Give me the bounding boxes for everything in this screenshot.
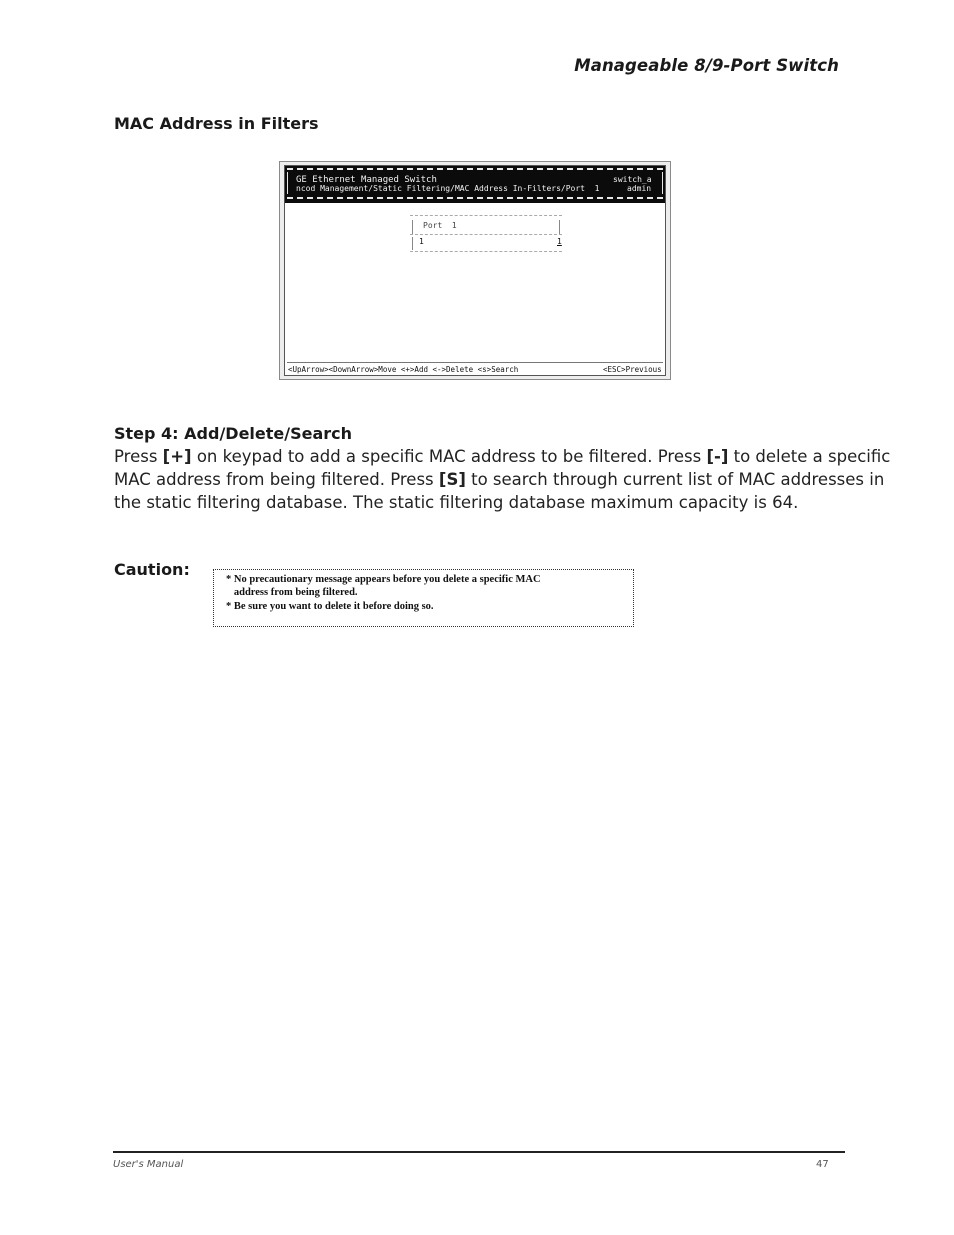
caution-line-2: address from being filtered.	[226, 587, 358, 598]
terminal-footer-divider	[287, 362, 663, 363]
port-table-left-border	[412, 220, 413, 234]
delete-key: [-]	[706, 447, 729, 466]
terminal-path: ncod Management/Static Filtering/MAC Address In-Filters/Port 1	[296, 184, 600, 193]
page-header-title: Manageable 8/9-Port Switch	[574, 56, 839, 75]
terminal-footer-esc: <ESC>Previous	[603, 365, 662, 374]
step-description	[114, 445, 894, 514]
page-number: 47	[816, 1159, 829, 1170]
terminal-user: admin	[627, 184, 652, 193]
caution-label: Caution:	[114, 560, 190, 579]
step-text-4: to search through current list of MAC addresses in the static filtering database. The static filtering database maximum capacity is 64.	[114, 470, 885, 512]
terminal-header-top-border	[287, 168, 663, 170]
step-title: Step 4: Add/Delete/Search	[114, 424, 353, 443]
search-key: [S]	[438, 470, 466, 489]
port-table-cursor[interactable]: 1	[419, 237, 424, 246]
terminal-header	[285, 166, 665, 203]
footer-manual-title: User's Manual	[113, 1159, 184, 1170]
terminal-footer-keys: <UpArrow><DownArrow>Move <+>Add <->Delete <s>Search	[288, 365, 519, 374]
step-text-1: Press	[114, 447, 163, 466]
port-table-header: Port 1	[423, 221, 457, 230]
port-table-top-border	[410, 215, 562, 216]
terminal-header-right-border	[662, 172, 663, 194]
terminal-app-name: GE Ethernet Managed Switch	[296, 175, 437, 185]
terminal-header-left-border	[287, 172, 288, 194]
footer-divider	[113, 1151, 845, 1153]
port-table-right-border	[559, 220, 560, 234]
terminal-hostname: switch_a	[613, 175, 652, 184]
caution-box	[213, 569, 634, 627]
terminal-screenshot	[279, 161, 671, 380]
section-title: MAC Address in Filters	[114, 114, 319, 133]
port-table-bottom-border	[410, 251, 562, 252]
caution-line-3: * Be sure you want to delete it before doing so.	[226, 601, 434, 612]
port-table-row-left-border	[412, 237, 413, 250]
terminal-header-bottom-border	[287, 197, 663, 199]
add-key: [+]	[162, 447, 192, 466]
terminal-screen	[284, 165, 666, 376]
port-table-header-divider	[410, 234, 562, 235]
step-text-2: on keypad to add a specific MAC address to be filtered. Press	[191, 447, 707, 466]
step-text-3: to delete a specific MAC address from being filtered. Press	[114, 447, 891, 489]
port-table-row-right: 1	[557, 237, 562, 246]
caution-line-1: * No precautionary message appears before you delete a specific MAC	[226, 574, 541, 585]
